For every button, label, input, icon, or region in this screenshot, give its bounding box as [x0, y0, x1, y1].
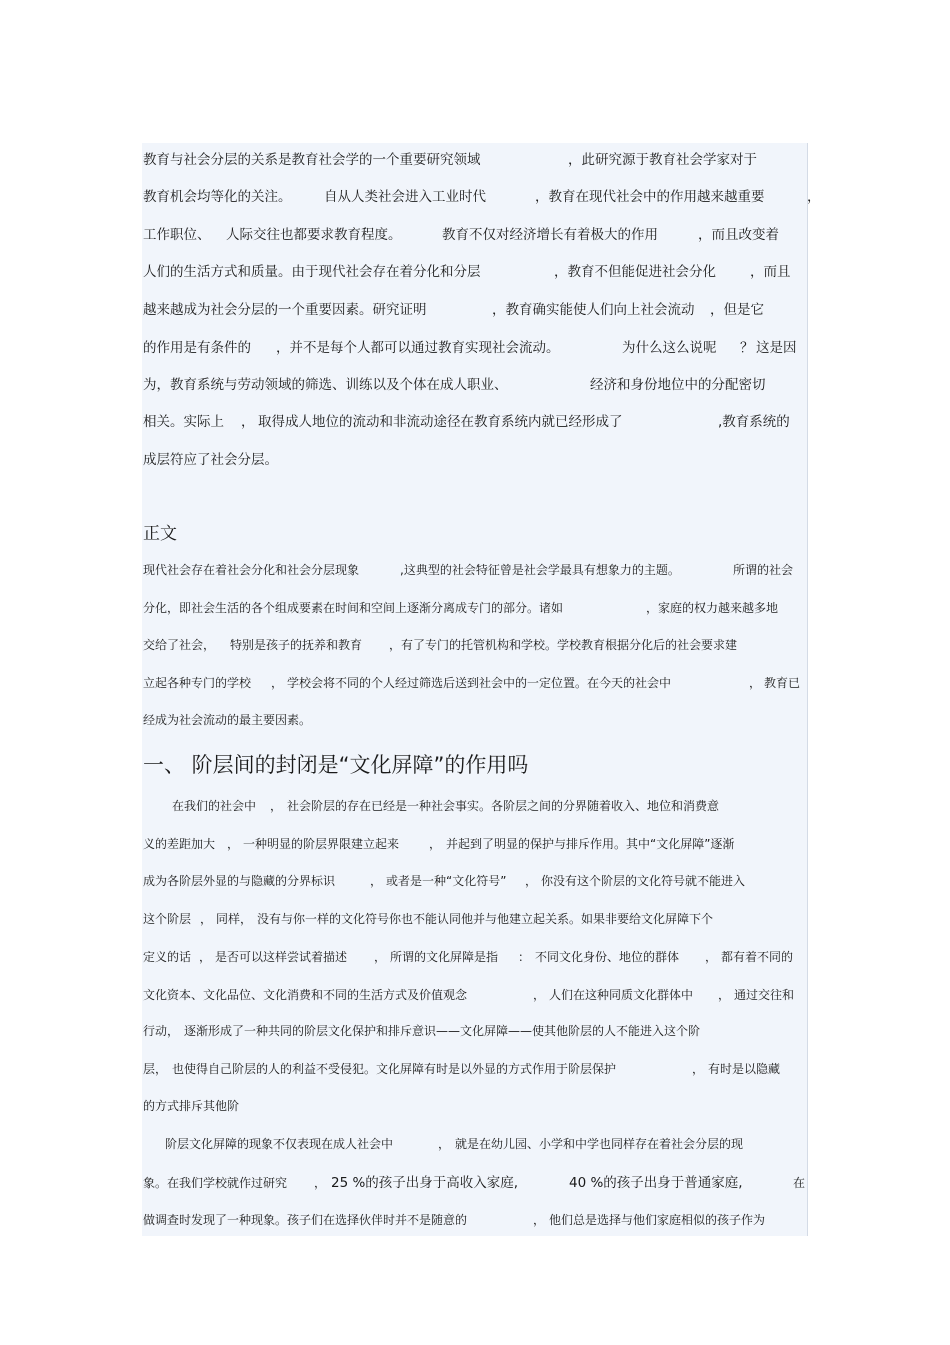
text-segment: 25 %的孩子出身于高收入家庭, [331, 1175, 519, 1191]
text-segment: ， [241, 414, 255, 430]
text-segment: 做调查时发现了一种现象。孩子们在选择伙伴时并不是随意的 [143, 1213, 468, 1227]
text-segment: 没有与你一样的文化符号你也不能认同他并与他建立起关系。如果非要给文化屏障下个 [257, 912, 714, 926]
text-segment: 定义的话 [143, 950, 192, 964]
text-segment: 工作职位、 [143, 227, 211, 243]
text-segment: ，而且改变着 [698, 227, 779, 243]
text-segment: 同样， [216, 912, 253, 926]
text-segment: 教育不仅对经济增长有着极大的作用 [442, 227, 658, 243]
text-segment: 的方式排斥其他阶 [143, 1099, 240, 1113]
text-segment: ，家庭的权力越来越多地 [646, 601, 779, 615]
text-segment: 所谓的社会 [733, 563, 794, 577]
text-segment: 象。在我们学校就作过研究 [143, 1176, 288, 1190]
text-segment: 成层符应了社会分层。 [143, 452, 278, 468]
text-segment: 成为各阶层外显的与隐藏的分界标识 [143, 874, 336, 888]
text-segment: 经成为社会流动的最主要因素。 [143, 713, 312, 727]
text-segment: ，有了专门的托管机构和学校。学校教育根据分化后的社会要求建 [389, 638, 738, 652]
text-segment: 教育与社会分层的关系是教育社会学的一个重要研究领域 [143, 152, 481, 168]
text-segment: 人们的生活方式和质量。由于现代社会存在着分化和分层 [143, 264, 481, 280]
text-segment: ， [533, 1213, 546, 1227]
text-segment: 行动， [143, 1024, 180, 1038]
text-segment: ， [438, 1137, 451, 1151]
text-segment: ， [705, 950, 718, 964]
text-segment: ,这典型的社会特征曾是社会学最具有想象力的主题。 [400, 563, 680, 577]
text-segment: ， [807, 189, 821, 205]
text-segment: ， [718, 988, 731, 1002]
text-segment: 为什么这么说呢 [622, 340, 717, 356]
text-segment: 并起到了明显的保护与排斥作用。其中“文化屏障”逐渐 [446, 837, 735, 851]
text-segment: 教育已 [764, 676, 801, 690]
text-segment: 现代社会存在着社会分化和社会分层现象 [143, 563, 360, 577]
text-segment: 文化资本、文化品位、文化消费和不同的生活方式及价值观念 [143, 988, 468, 1002]
text-segment: 逐渐形成了一种共同的阶层文化保护和排斥意识——文化屏障——使其他阶层的人不能进入这个阶 [184, 1024, 701, 1038]
text-segment: ？ [740, 340, 754, 356]
text-segment: ，教育在现代社会中的作用越来越重要 [535, 189, 765, 205]
text-segment: 这是因 [756, 340, 797, 356]
text-segment: 分化，即社会生活的各个组成要素在时间和空间上逐渐分离成专门的部分。诸如 [143, 601, 564, 615]
text-segment: 立起各种专门的学校 [143, 676, 252, 690]
text-segment: ,教育系统的 [718, 414, 790, 430]
text-segment: ，并不是每个人都可以通过教育实现社会流动。 [276, 340, 560, 356]
text-segment: ，此研究源于教育社会学家对于 [568, 152, 757, 168]
text-segment: ， [525, 874, 538, 888]
text-segment: 自从人类社会进入工业时代 [324, 189, 486, 205]
text-segment: ， [749, 676, 762, 690]
text-segment: ， [692, 1062, 705, 1076]
text-segment: ，教育不但能促进社会分化 [554, 264, 716, 280]
section-heading-zhengwen: 正文 [143, 524, 177, 544]
text-segment: ，但是它 [710, 302, 764, 318]
text-segment: ， [429, 837, 442, 851]
text-segment: 取得成人地位的流动和非流动途径在教育系统内就已经形成了 [258, 414, 623, 430]
text-segment: 通过交往和 [734, 988, 795, 1002]
text-segment: ， [227, 837, 240, 851]
text-segment: 也使得自己阶层的人的利益不受侵犯。文化屏障有时是以外显的方式作用于阶层保护 [172, 1062, 617, 1076]
text-segment: 为，教育系统与劳动领域的筛选、训练以及个体在成人职业、 [143, 377, 508, 393]
text-segment: 他们总是选择与他们家庭相似的孩子作为 [549, 1213, 766, 1227]
text-segment: 这个阶层 [143, 912, 192, 926]
text-segment: ， [271, 676, 284, 690]
text-segment: ，教育确实能使人们向上社会流动 [492, 302, 695, 318]
text-segment: 在 [793, 1176, 806, 1190]
text-segment: ， [199, 950, 212, 964]
text-segment: 你没有这个阶层的文化符号就不能进入 [541, 874, 746, 888]
text-segment: ， [533, 988, 546, 1002]
text-segment: 越来越成为社会分层的一个重要因素。研究证明 [143, 302, 427, 318]
text-segment: 都有着不同的 [721, 950, 794, 964]
text-segment: 阶层文化屏障的现象不仅表现在成人社会中 [165, 1137, 394, 1151]
text-segment: ， [270, 799, 283, 813]
text-segment: 人际交往也都要求教育程度。 [226, 227, 402, 243]
text-segment: 不同文化身份、地位的群体 [535, 950, 680, 964]
text-segment: 人们在这种同质文化群体中 [549, 988, 694, 1002]
text-segment: 所谓的文化屏障是指 [390, 950, 499, 964]
text-segment: 有时是以隐藏 [708, 1062, 781, 1076]
text-segment: 教育机会均等化的关注。 [143, 189, 292, 205]
text-segment: 或者是一种“文化符号” [386, 874, 507, 888]
text-segment: 社会阶层的存在已经是一种社会事实。各阶层之间的分界随着收入、地位和消费意 [287, 799, 720, 813]
section-heading-1: 一、 阶层间的封闭是“文化屏障”的作用吗 [143, 753, 529, 777]
document-body [142, 143, 821, 1236]
text-segment: 相关。实际上 [143, 414, 224, 430]
text-segment: 层， [143, 1062, 168, 1076]
text-segment: 在我们的社会中 [172, 799, 257, 813]
text-segment: 是否可以这样尝试着描述 [215, 950, 348, 964]
text-segment: ， [370, 874, 383, 888]
text-segment: 40 %的孩子出身于普通家庭, [569, 1175, 743, 1191]
text-segment: 交给了社会， [143, 638, 216, 652]
text-segment: 的作用是有条件的 [143, 340, 251, 356]
text-segment: 特别是孩子的抚养和教育 [230, 638, 363, 652]
text-segment: ， [200, 912, 213, 926]
text-segment: 学校会将不同的个人经过筛选后送到社会中的一定位置。在今天的社会中 [287, 676, 672, 690]
text-segment: ， [374, 950, 387, 964]
text-segment: 经济和身份地位中的分配密切 [590, 377, 766, 393]
text-segment: ： [518, 950, 531, 964]
text-segment: 义的差距加大 [143, 837, 216, 851]
text-segment: 就是在幼儿园、小学和中学也同样存在着社会分层的现 [455, 1137, 744, 1151]
text-segment: 一种明显的阶层界限建立起来 [243, 837, 400, 851]
text-segment: ， [314, 1176, 327, 1190]
text-segment: ，而且 [750, 264, 791, 280]
